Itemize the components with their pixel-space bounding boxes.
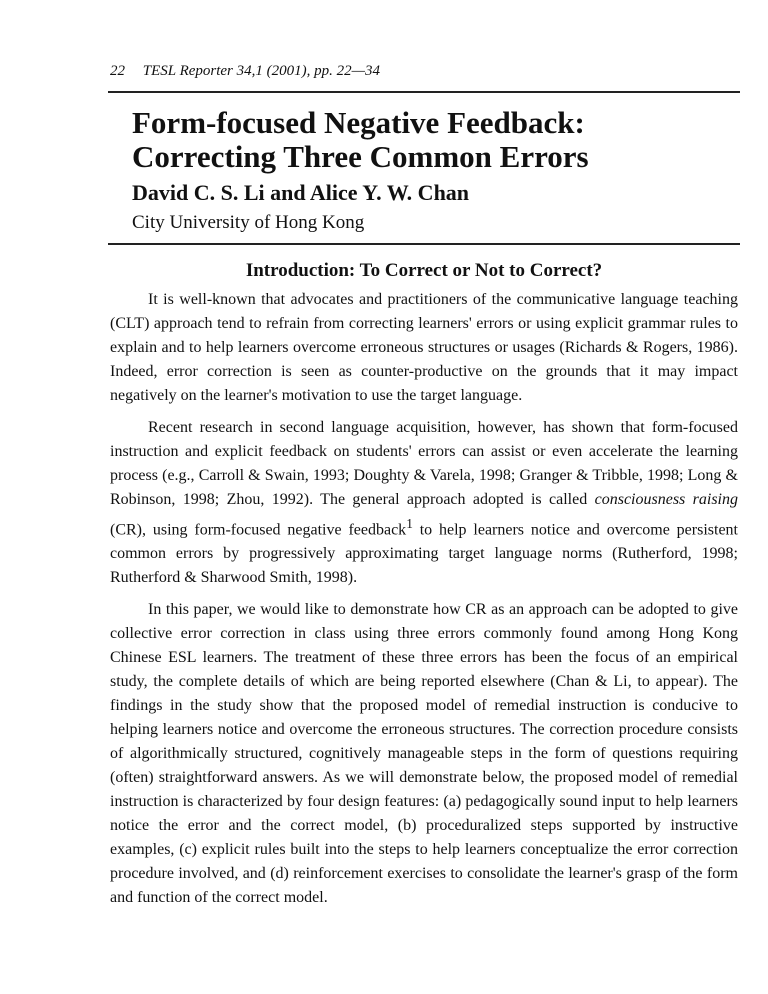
footnote-marker[interactable]: 1 <box>406 516 413 531</box>
page-number: 22 <box>110 63 125 79</box>
paragraph-2 <box>110 416 738 590</box>
section-heading: Introduction: To Correct or Not to Correct? <box>245 260 603 281</box>
paragraph-2-text: (CR), using form-focused negative feedback <box>110 521 407 539</box>
article-title <box>132 106 589 174</box>
title-line-2: Correcting Three Common Errors <box>132 139 589 174</box>
bottom-rule <box>108 243 740 245</box>
top-rule <box>108 91 740 93</box>
paragraph-1: It is well-known that advocates and practitioners of the communicative language teaching (CLT) approach tend to refrain from correcting learners' errors or using explicit grammar rules to explain and to help learners overcome erroneous structures or usages (Richards & Rogers, 1986). Indeed, error correction is seen as counter-productive on the grounds that it may impact negatively on the learner's motivation to use the target language. <box>110 291 738 404</box>
journal-citation: TESL Reporter 34,1 (2001), pp. 22—34 <box>142 63 380 79</box>
term-consciousness-raising: consciousness raising <box>594 491 738 508</box>
running-header <box>110 63 380 80</box>
authors: David C. S. Li and Alice Y. W. Chan <box>132 180 470 205</box>
paragraph-2-text: to help learners notice and overcome persistent common errors by progressively approximating target language norms (Rutherford, 1998; Rutherford & Sharwood Smith, 1998). <box>110 521 739 587</box>
title-line-1: Form-focused Negative Feedback: <box>132 105 585 140</box>
paragraph-2-text: Recent research in second language acquisition, however, has shown that form-focused instruction and explicit feedback on students' errors can assist or even accelerate the learning process (e.g., Carroll & Swain, 1993; Doughty & Varela, 1998; Granger & Tribble, 1998; Long & Robinson, 1998; Zhou, 1992). The general approach adopted is called <box>110 419 738 508</box>
affiliation: City University of Hong Kong <box>132 212 365 233</box>
paragraph-3: In this paper, we would like to demonstrate how CR as an approach can be adopted to give collective error correction in class using three errors commonly found among Hong Kong Chinese ESL learners. The treatment of these three errors has been the focus of an empirical study, the complete details of which are being reported elsewhere (Chan & Li, to appear). The findings in the study show that the proposed model of remedial instruction is conducive to helping learners notice and overcome the erroneous structures. The correction procedure consists of algorithmically structured, cognitively manageable steps in the form of questions requiring (often) straightforward answers. As we will demonstrate below, the proposed model of remedial instruction is characterized by four design features: (a) pedagogically sound input to help learners notice the error and the correct model, (b) proceduralized steps supported by instructive examples, (c) explicit rules built into the steps to help learners conceptualize the error correction procedure involved, and (d) reinforcement exercises to consolidate the learner's grasp of the form and function of the correct model. <box>110 601 738 907</box>
article-body <box>110 288 738 918</box>
